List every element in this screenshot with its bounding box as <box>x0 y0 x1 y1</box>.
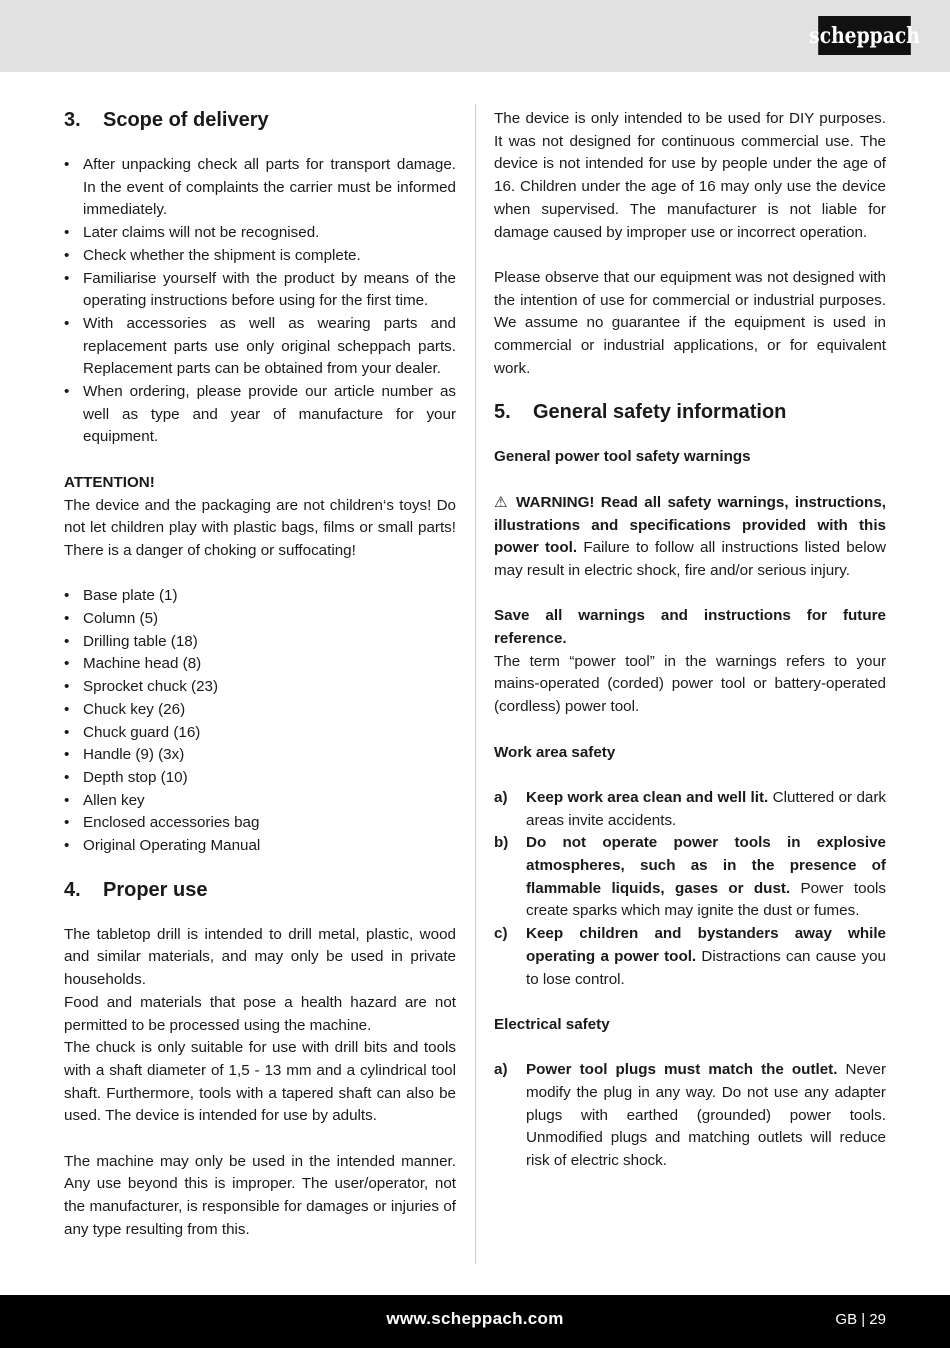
scope-bullet-item: • Later claims will not be recognised. <box>64 222 456 245</box>
subheading-power-tool-warnings: General power tool safety warnings <box>494 448 751 466</box>
parts-list-item: • Original Operating Manual <box>64 835 456 858</box>
parts-list-item: • Base plate (1) <box>64 585 456 608</box>
attention-label: ATTENTION! <box>64 473 155 491</box>
item-body-text: Never modify the plug in any way. Do not use any adapter plugs with earthed (grounded) power tools. Unmodified plugs and matching outlets will reduce risk of electric shock. <box>526 1061 886 1170</box>
parts-list-item: • Handle (9) (3x) <box>64 744 456 767</box>
item-letter: b) <box>494 834 509 852</box>
subheading-electrical-safety: Electrical safety <box>494 1015 610 1033</box>
parts-list-item: • Allen key <box>64 790 456 813</box>
header-bar <box>0 0 950 72</box>
parts-list-item: • Column (5) <box>64 608 456 631</box>
scope-bullet-item: • After unpacking check all parts for transport damage. In the event of complaints the carrier must be informed immediately. <box>64 154 456 222</box>
work-area-item <box>494 832 886 923</box>
item-bold-text: Keep work area clean and well lit. <box>526 788 769 806</box>
item-body-text: Cluttered or dark areas invite accidents. <box>526 788 886 829</box>
scope-bullet-item: • With accessories as well as wearing parts and replacement parts use only original scheppach parts. Replacement parts can be obtained from your dealer. <box>64 313 456 381</box>
item-letter: a) <box>494 1061 508 1079</box>
scope-bullet-item: • Familiarise yourself with the product by means of the operating instructions before using for the first time. <box>64 268 456 313</box>
work-area-list <box>494 787 886 991</box>
item-text <box>526 787 886 832</box>
proper-use-para-1: The tabletop drill is intended to drill metal, plastic, wood and similar materials, and may only be used in private households. <box>64 925 456 989</box>
electrical-safety-list <box>494 1059 886 1173</box>
page-number: GB | 29 <box>835 1311 886 1328</box>
proper-use-para-2: Food and materials that pose a health hazard are not permitted to be processed using the machine. <box>64 993 456 1034</box>
parts-list-item: • Chuck guard (16) <box>64 722 456 745</box>
parts-list-item: • Machine head (8) <box>64 653 456 676</box>
intended-use-para-1: The device is only intended to be used for DIY purposes. It was not designed for continuous commercial use. The device is not intended for use by people under the age of 16. Children under the age of 16 may only use the device when supervised. The manufacturer is not liable for damage caused by improper use or incorrect operation. <box>494 110 886 241</box>
footer-bar <box>0 1295 950 1348</box>
proper-use-para-3: The chuck is only suitable for use with drill bits and tools with a shaft diameter of 1,5 - 13 mm and a cylindrical tool shaft. Furthermore, tools with a tapered shaft can also be used. The device is intended for use by adults. <box>64 1039 456 1125</box>
work-area-item <box>494 787 886 832</box>
warning-triangle-icon: ⚠ <box>494 493 510 511</box>
subheading-work-area-safety: Work area safety <box>494 743 616 761</box>
section-5-heading: 5. General safety information <box>494 401 787 424</box>
right-column <box>494 108 886 1173</box>
item-text <box>526 1059 886 1173</box>
power-tool-term-text: The term “power tool” in the warnings refers to your mains-operated (corded) power tool or battery-operated (cordless) power tool. <box>494 652 886 716</box>
electrical-safety-item <box>494 1059 886 1173</box>
parts-list <box>64 585 456 857</box>
column-divider <box>475 104 476 1264</box>
parts-list-item: • Chuck key (26) <box>64 699 456 722</box>
scope-bullet-item: • Check whether the shipment is complete. <box>64 245 456 268</box>
scope-bullet-list <box>64 154 456 449</box>
item-bold-text: Power tool plugs must match the outlet. <box>526 1061 838 1079</box>
scope-bullet-item: • When ordering, please provide our article number as well as type and year of manufacture for your equipment. <box>64 381 456 449</box>
item-letter: c) <box>494 925 508 943</box>
parts-list-item: • Sprocket chuck (23) <box>64 676 456 699</box>
item-letter: a) <box>494 788 508 806</box>
item-bold-text: Do not operate power tools in explosive atmospheres, such as in the presence of flammable liquids, gases or dust. <box>526 834 886 897</box>
proper-use-para-4: The machine may only be used in the intended manner. Any use beyond this is improper. The user/operator, not the manufacturer, is responsible for damages or injuries of any type resulting from this. <box>64 1152 456 1238</box>
left-column <box>64 108 456 1242</box>
scheppach-logo: scheppach <box>818 16 911 55</box>
item-text <box>526 832 886 923</box>
save-warnings-text: Save all warnings and instructions for future reference. <box>494 607 886 648</box>
section-3-heading: 3. Scope of delivery <box>64 109 269 131</box>
website-url: www.scheppach.com <box>386 1309 564 1328</box>
item-text <box>526 923 886 991</box>
section-4-heading: 4. Proper use <box>64 878 208 901</box>
item-bold-text: Keep children and bystanders away while operating a power tool. <box>526 925 886 965</box>
parts-list-item: • Enclosed accessories bag <box>64 812 456 835</box>
parts-list-item: • Drilling table (18) <box>64 631 456 654</box>
parts-list-item: • Depth stop (10) <box>64 767 456 790</box>
attention-text: The device and the packaging are not children‘s toys! Do not let children play with plastic bags, films or small parts! There is a danger of choking or suffocating! <box>64 496 456 559</box>
item-body-text: Distractions can cause you to lose control. <box>526 947 887 988</box>
warning-paragraph: ⚠ WARNING! Read all safety warnings, instructions, illustrations and specifications provided with this power tool. Failure to follow all instructions listed below may result in electric shock, fire and/or serious injury. <box>494 493 886 579</box>
intended-use-para-2: Please observe that our equipment was not designed with the intention of use for commercial or industrial purposes. We assume no guarantee if the equipment is used in commercial or industrial applications, or for equivalent work. <box>494 268 886 377</box>
item-body-text: Power tools create sparks which may ignite the dust or fumes. <box>526 879 887 920</box>
work-area-item <box>494 923 886 991</box>
